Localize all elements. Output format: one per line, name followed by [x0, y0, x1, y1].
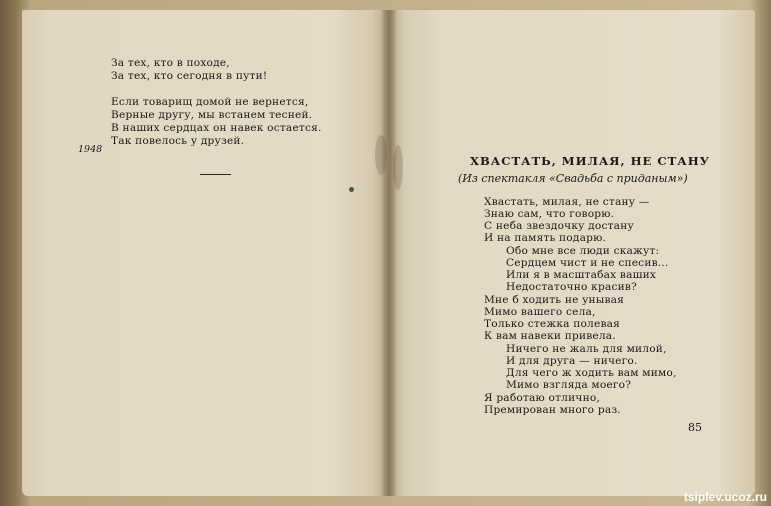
poem-line: Знаю сам, что говорю.: [484, 208, 615, 220]
poem-line: Недостаточно красив?: [506, 281, 637, 293]
poem-line: Я работаю отлично,: [484, 392, 600, 404]
paper-stain: [393, 145, 403, 190]
poem-subtitle: (Из спектакля «Свадьба с приданым»): [458, 172, 688, 185]
poem-line: Хвастать, милая, не стану —: [484, 196, 650, 208]
poem-line: Мимо взгляда моего?: [506, 379, 632, 391]
poem-line: Обо мне все люди скажут:: [506, 245, 660, 257]
poem-line: За тех, кто сегодня в пути!: [111, 70, 268, 82]
poem-line: Мне б ходить не унывая: [484, 294, 625, 306]
poem-line: Сердцем чист и не спесив...: [506, 257, 669, 269]
poem-line: К вам навеки привела.: [484, 330, 616, 342]
page-number: 85: [688, 421, 702, 434]
poem-line: Мимо вашего села,: [484, 306, 596, 318]
book-gutter: [382, 10, 396, 496]
poem-line: И для друга — ничего.: [506, 355, 638, 367]
poem-line: Если товарищ домой не вернется,: [111, 96, 309, 108]
poem-line: Для чего ж ходить вам мимо,: [506, 367, 677, 379]
poem-line: Только стежка полевая: [484, 318, 621, 330]
ink-dot: [349, 187, 354, 192]
poem-line: За тех, кто в походе,: [111, 57, 230, 69]
right-page: [390, 10, 755, 496]
poem-line: Премирован много раз.: [484, 404, 621, 416]
left-page: [22, 10, 386, 496]
poem-line: Так повелось у друзей.: [111, 135, 245, 147]
poem-title: ХВАСТАТЬ, МИЛАЯ, НЕ СТАНУ: [470, 154, 711, 168]
poem-line: Верные другу, мы встанем тесней.: [111, 109, 313, 121]
paper-stain: [375, 135, 387, 175]
poem-year: 1948: [78, 144, 103, 155]
section-divider: [200, 174, 231, 175]
poem-line: Ничего не жаль для милой,: [506, 343, 667, 355]
poem-line: Или я в масштабах ваших: [506, 269, 657, 281]
poem-line: В наших сердцах он навек остается.: [111, 122, 322, 134]
site-watermark: tsiplev.ucoz.ru: [683, 490, 767, 504]
poem-line: С неба звездочку достану: [484, 220, 634, 232]
poem-line: И на память подарю.: [484, 232, 607, 244]
